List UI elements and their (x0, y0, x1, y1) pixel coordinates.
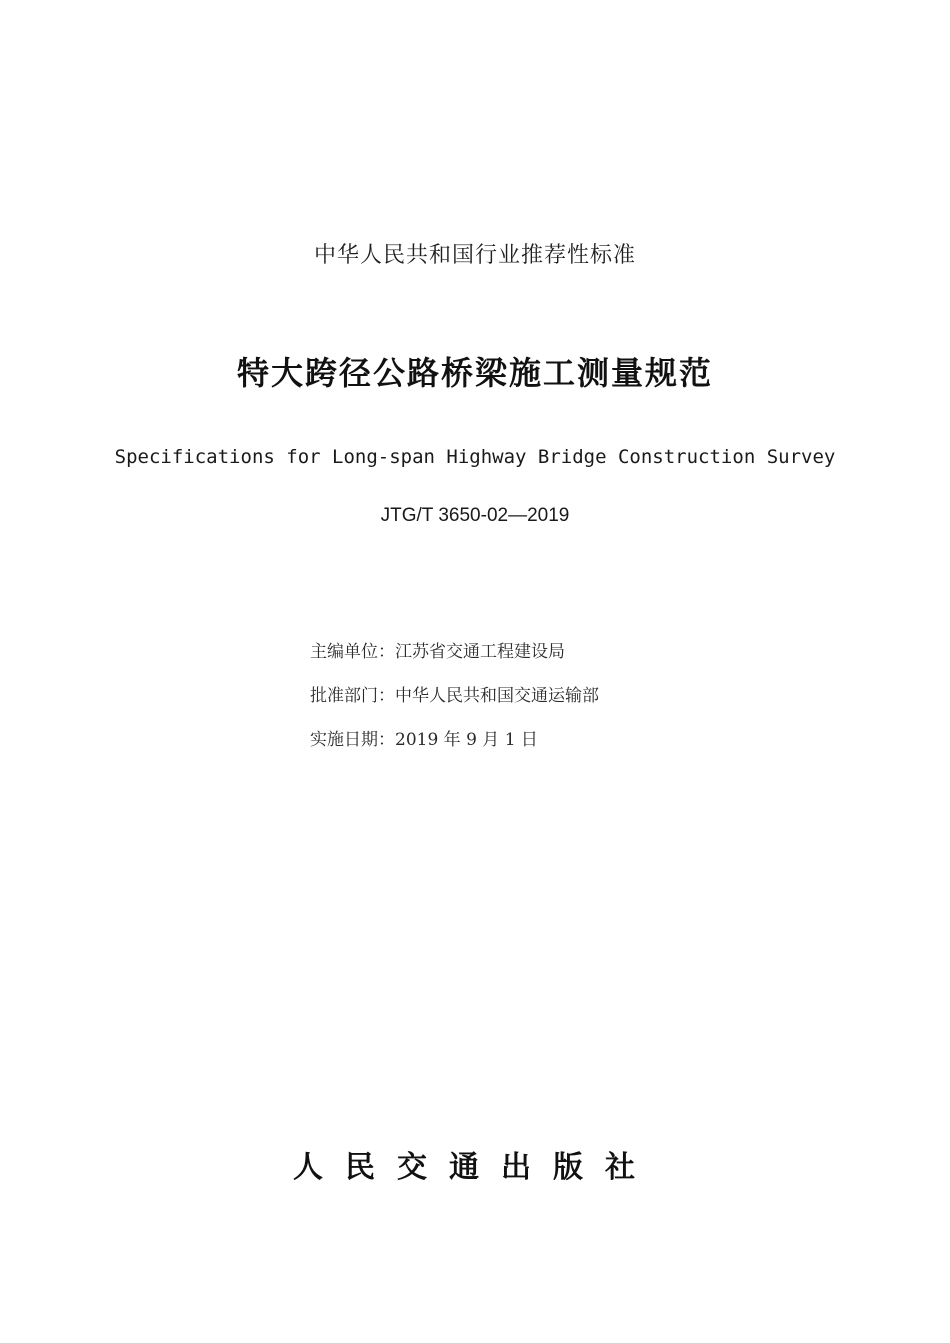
approver-value: 中华人民共和国交通运输部 (395, 686, 599, 706)
standard-code: JTG/T 3650-02—2019 (380, 505, 570, 526)
effective-date-row (310, 728, 599, 772)
effective-date-value: 2019 年 9 月 1 日 (395, 730, 538, 750)
publication-info (310, 640, 599, 772)
publisher-name: 人民交通出版社 (293, 1150, 657, 1185)
effective-date-label: 实施日期： (310, 730, 395, 750)
standard-series-title: 中华人民共和国行业推荐性标准 (313, 243, 636, 268)
chief-editor-row (310, 640, 599, 684)
approver-label: 批准部门： (310, 686, 395, 706)
chief-editor-value: 江苏省交通工程建设局 (395, 642, 565, 662)
document-title-english: Specifications for Long-span Highway Bridge Construction Survey (114, 446, 836, 468)
approver-row (310, 684, 599, 728)
chief-editor-label: 主编单位： (310, 642, 395, 662)
document-title-chinese: 特大跨径公路桥梁施工测量规范 (236, 354, 713, 392)
